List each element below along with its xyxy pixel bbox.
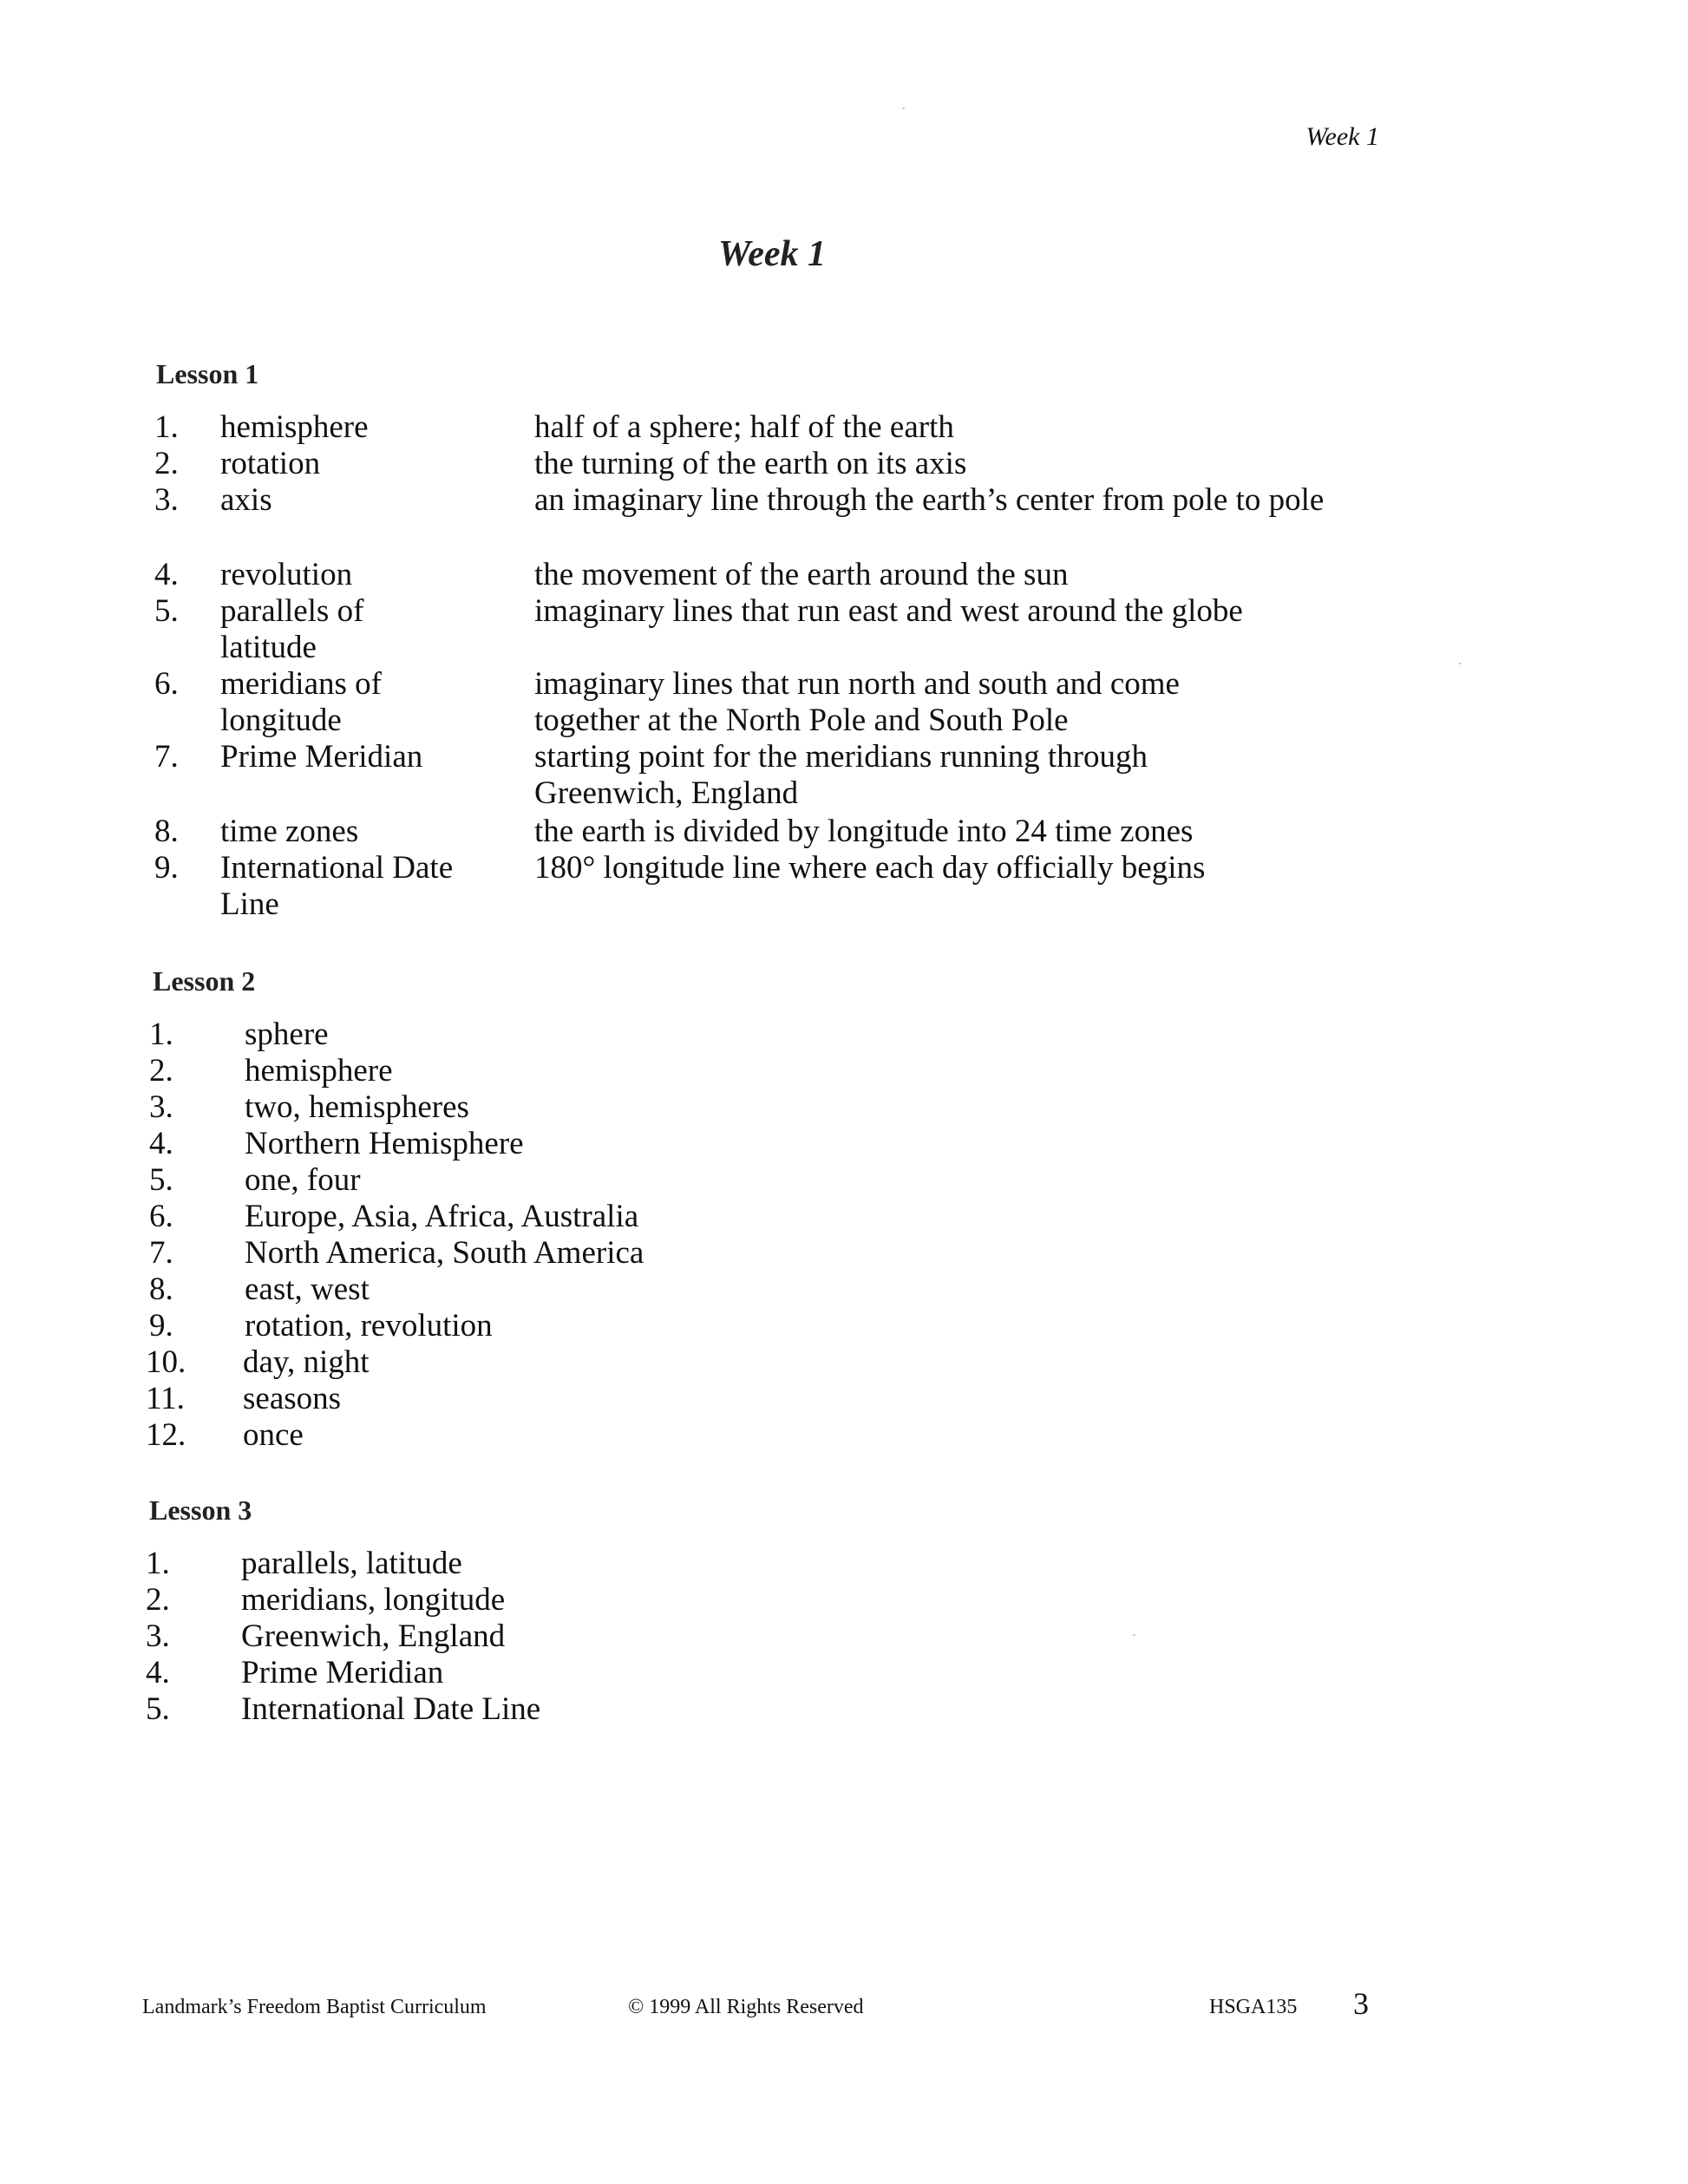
item-definition: the earth is divided by longitude into 24 time zones bbox=[534, 814, 1194, 849]
item-answer: rotation, revolution bbox=[245, 1308, 493, 1344]
item-number: 5. bbox=[146, 1691, 170, 1727]
item-number: 11. bbox=[146, 1381, 185, 1416]
item-number: 7. bbox=[149, 1235, 173, 1271]
item-term: parallels of latitude bbox=[220, 593, 364, 665]
item-number: 5. bbox=[149, 1162, 173, 1198]
item-number: 10. bbox=[146, 1344, 186, 1380]
item-term: meridians of longitude bbox=[220, 666, 382, 738]
item-answer: east, west bbox=[245, 1272, 370, 1307]
item-term: Prime Meridian bbox=[220, 739, 423, 775]
item-number: 4. bbox=[154, 557, 179, 592]
item-definition: starting point for the meridians running through Greenwich, England bbox=[534, 739, 1148, 811]
scan-speck bbox=[1133, 1634, 1135, 1636]
running-head: Week 1 bbox=[1305, 122, 1379, 151]
item-number: 3. bbox=[154, 482, 179, 518]
item-number: 4. bbox=[146, 1655, 170, 1690]
item-number: 12. bbox=[146, 1417, 186, 1453]
item-term: time zones bbox=[220, 814, 359, 849]
item-term: rotation bbox=[220, 446, 321, 481]
footer-publisher: Landmark’s Freedom Baptist Curriculum bbox=[142, 1996, 487, 2018]
item-number: 5. bbox=[154, 593, 179, 629]
item-number: 2. bbox=[146, 1582, 170, 1618]
item-number: 1. bbox=[146, 1546, 170, 1581]
item-definition: 180° longitude line where each day officially begins bbox=[534, 850, 1206, 886]
lesson-2-heading: Lesson 2 bbox=[153, 965, 256, 997]
item-number: 8. bbox=[149, 1272, 173, 1307]
item-number: 2. bbox=[154, 446, 179, 481]
item-term: hemisphere bbox=[220, 409, 369, 445]
lesson-3-heading: Lesson 3 bbox=[149, 1494, 252, 1526]
item-definition: an imaginary line through the earth’s center from pole to pole bbox=[534, 482, 1325, 518]
item-number: 3. bbox=[146, 1618, 170, 1654]
item-answer: meridians, longitude bbox=[241, 1582, 506, 1618]
scan-speck bbox=[902, 108, 905, 109]
item-term: International Date Line bbox=[220, 850, 454, 922]
item-definition: the turning of the earth on its axis bbox=[534, 446, 967, 481]
item-number: 3. bbox=[149, 1089, 173, 1125]
item-answer: North America, South America bbox=[245, 1235, 644, 1271]
item-answer: seasons bbox=[243, 1381, 342, 1416]
item-number: 7. bbox=[154, 739, 179, 775]
footer-copyright: © 1999 All Rights Reserved bbox=[628, 1996, 864, 2018]
item-answer: Northern Hemisphere bbox=[245, 1126, 524, 1161]
page-number: 3 bbox=[1353, 1986, 1369, 2021]
item-answer: parallels, latitude bbox=[241, 1546, 462, 1581]
item-answer: Europe, Asia, Africa, Australia bbox=[245, 1199, 639, 1234]
item-number: 2. bbox=[149, 1053, 173, 1089]
footer-code: HSGA135 bbox=[1209, 1996, 1298, 2018]
item-answer: Greenwich, England bbox=[241, 1618, 506, 1654]
item-number: 4. bbox=[149, 1126, 173, 1161]
item-answer: International Date Line bbox=[241, 1691, 541, 1727]
item-definition: half of a sphere; half of the earth bbox=[534, 409, 954, 445]
scan-speck bbox=[1459, 663, 1462, 664]
lesson-1-heading: Lesson 1 bbox=[156, 358, 259, 389]
item-number: 1. bbox=[149, 1017, 173, 1052]
item-number: 6. bbox=[154, 666, 179, 702]
item-answer: Prime Meridian bbox=[241, 1655, 444, 1690]
item-number: 8. bbox=[154, 814, 179, 849]
item-answer: hemisphere bbox=[245, 1053, 393, 1089]
item-number: 9. bbox=[154, 850, 179, 886]
item-number: 6. bbox=[149, 1199, 173, 1234]
item-number: 1. bbox=[154, 409, 179, 445]
item-answer: one, four bbox=[245, 1162, 361, 1198]
page-title: Week 1 bbox=[717, 234, 826, 274]
item-definition: the movement of the earth around the sun bbox=[534, 557, 1069, 592]
item-definition: imaginary lines that run north and south and come together at the North Pole and South Pole bbox=[534, 666, 1180, 738]
item-number: 9. bbox=[149, 1308, 173, 1344]
item-answer: two, hemispheres bbox=[245, 1089, 469, 1125]
item-term: revolution bbox=[220, 557, 353, 592]
item-answer: sphere bbox=[245, 1017, 329, 1052]
item-definition: imaginary lines that run east and west around the globe bbox=[534, 593, 1243, 629]
item-answer: once bbox=[243, 1417, 304, 1453]
item-term: axis bbox=[220, 482, 272, 518]
item-answer: day, night bbox=[243, 1344, 370, 1380]
